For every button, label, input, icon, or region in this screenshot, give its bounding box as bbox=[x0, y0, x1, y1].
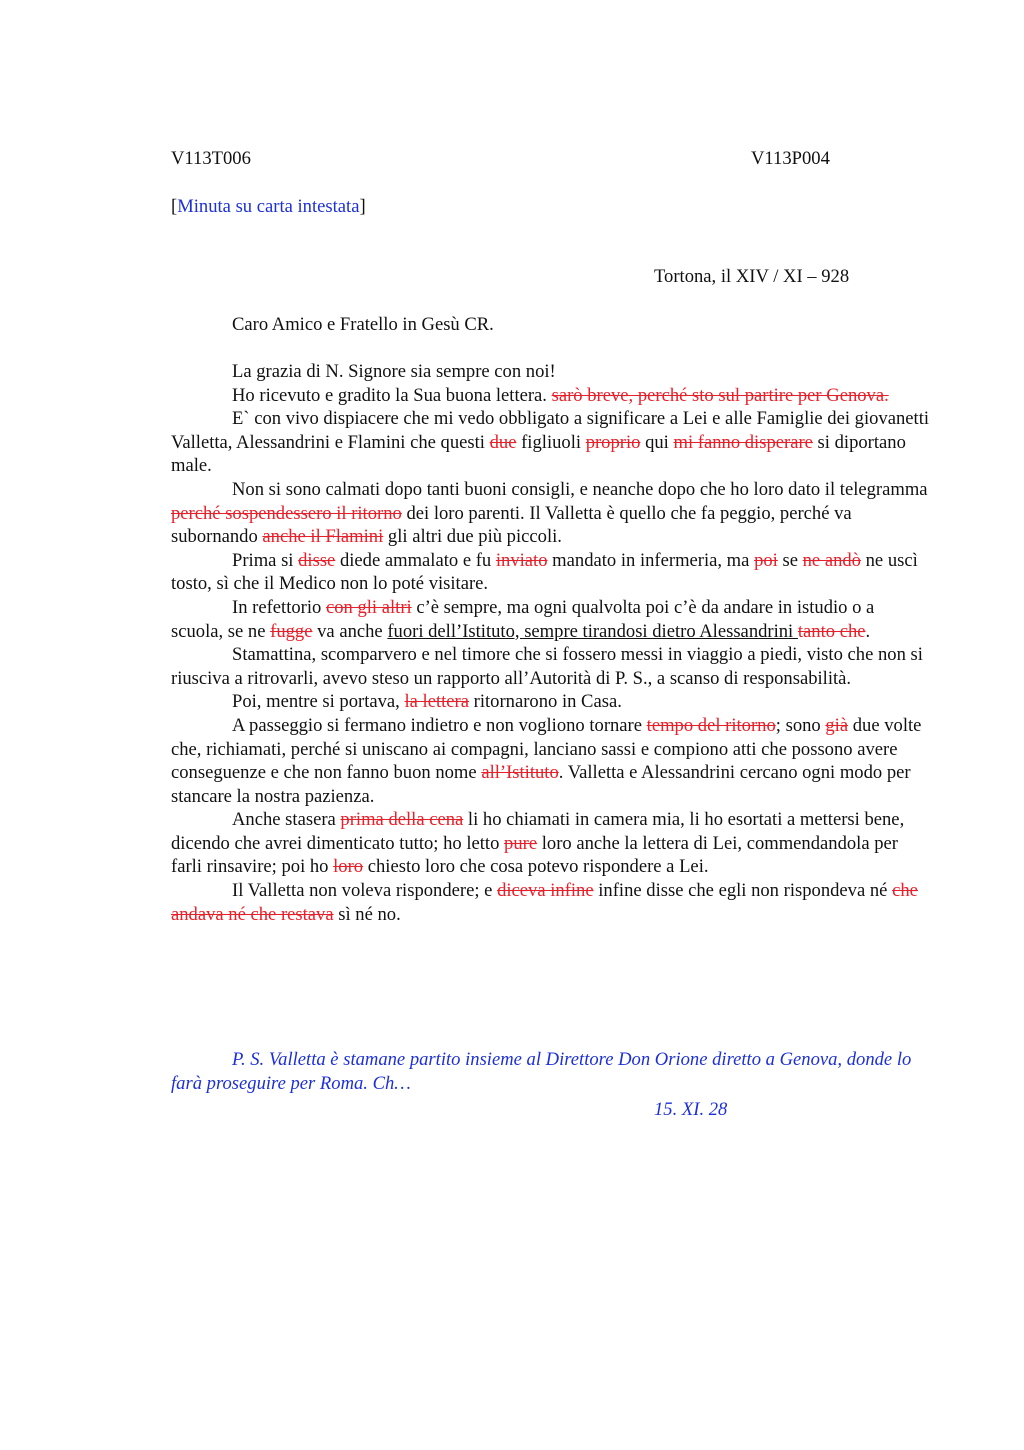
note-open-bracket: [ bbox=[171, 196, 178, 217]
deletion: già bbox=[825, 714, 849, 736]
document-code-right: V113P004 bbox=[751, 148, 830, 169]
paragraph-4: Non si sono calmati dopo tanti buoni consigli, e neanche dopo che ho loro dato il telegramma perché sospendessero il ritorno dei loro parenti. Il Valletta è quello che fa peggio, perché va subornando anche il Flamini gli altri due più piccoli. bbox=[171, 478, 928, 548]
deletion: tanto che bbox=[797, 620, 866, 642]
note-text: Minuta su carta intestata bbox=[177, 196, 360, 217]
editorial-note bbox=[171, 192, 366, 222]
deletion: tempo del ritorno bbox=[646, 714, 776, 736]
header-row bbox=[171, 144, 931, 174]
deletion: con gli altri bbox=[325, 596, 412, 618]
salutation: Caro Amico e Fratello in Gesù CR. bbox=[232, 314, 494, 335]
document-code-left: V113T006 bbox=[171, 148, 251, 169]
underlined-text: fuori dell’Istituto, sempre tirandosi dietro Alessandrini bbox=[387, 620, 798, 642]
deletion: prima della cena bbox=[340, 809, 464, 831]
postscript-date: 15. XI. 28 bbox=[654, 1099, 728, 1120]
postscript-text: P. S. Valletta è stamane partito insieme al Direttore Don Orione diretto a Genova, donde lo farà proseguire per Roma. Ch… bbox=[171, 1049, 912, 1094]
paragraph-10: Anche stasera prima della cena li ho chiamati in camera mia, li ho esortati a mettersi bene, dicendo che avrei dimenticato tutto; ho letto pure loro anche la lettera di Lei, commendandola per farli rinsavire; poi ho loro chiesto loro che cosa potevo rispondere a Lei. bbox=[171, 809, 905, 878]
letter-body bbox=[171, 360, 931, 926]
deletion: anche il Flamini bbox=[262, 526, 384, 548]
paragraph-8: Poi, mentre si portava, la lettera ritornarono in Casa. bbox=[232, 691, 622, 713]
dateline: Tortona, il XIV / XI – 928 bbox=[654, 266, 850, 287]
paragraph-6: In refettorio con gli altri c’è sempre, ma ogni qualvolta poi c’è da andare in istudio o a scuola, se ne fugge va anche fuori dell’Istituto, sempre tirandosi dietro Alessandrini tanto che. bbox=[171, 596, 875, 642]
deletion: ne andò bbox=[802, 549, 861, 571]
paragraph-2: Ho ricevuto e gradito la Sua buona lettera. sarò breve, perché sto sul partire per Genova. bbox=[232, 384, 889, 406]
deletion: all’Istituto bbox=[481, 762, 559, 784]
deletion: inviato bbox=[495, 549, 548, 571]
deletion: proprio bbox=[585, 431, 641, 453]
paragraph-9: A passeggio si fermano indietro e non vogliono tornare tempo del ritorno; sono già due volte che, richiamati, perché si uniscano ai compagni, lanciano sassi e compiono atti che possono avere conseguenze e che non fanno buon nome all’Istituto. Valletta e Alessandrini cercano ogni modo per stancare la nostra pazienza. bbox=[171, 714, 922, 807]
deletion: sarò breve, perché sto sul partire per Genova. bbox=[551, 384, 889, 406]
paragraph-1: La grazia di N. Signore sia sempre con noi! bbox=[232, 361, 556, 382]
postscript bbox=[171, 1048, 931, 1095]
paragraph-3: E` con vivo dispiacere che mi vedo obbligato a significare a Lei e alle Famiglie dei giovanetti Valletta, Alessandrini e Flamini che questi due figliuoli proprio qui mi fanno disperare si diportano male. bbox=[171, 408, 930, 477]
deletion: due bbox=[489, 431, 517, 453]
paragraph-11: Il Valletta non voleva rispondere; e diceva infine infine disse che egli non rispondeva né che andava né che restava sì né no. bbox=[171, 880, 918, 925]
deletion: la lettera bbox=[404, 691, 469, 713]
deletion: diceva infine bbox=[497, 880, 594, 902]
deletion: mi fanno disperare bbox=[673, 431, 813, 453]
deletion: fugge bbox=[270, 620, 313, 642]
deletion: che andava né che restava bbox=[171, 880, 918, 925]
paragraph-5: Prima si disse diede ammalato e fu inviato mandato in infermeria, ma poi se ne andò ne uscì tosto, sì che il Medico non lo poté visitare. bbox=[171, 549, 918, 595]
deletion: poi bbox=[754, 549, 778, 571]
deletion: pure bbox=[504, 832, 538, 854]
paragraph-7: Stamattina, scomparvero e nel timore che si fossero messi in viaggio a piedi, visto che non si riusciva a ritrovarli, avevo steso un rapporto all’Autorità di P. S., a scanso di responsabilità. bbox=[171, 644, 923, 689]
deletion: loro bbox=[333, 856, 364, 878]
letter-page bbox=[171, 144, 931, 1120]
deletion: perché sospendessero il ritorno bbox=[171, 502, 402, 524]
deletion: disse bbox=[298, 549, 336, 571]
note-close-bracket: ] bbox=[359, 196, 366, 217]
